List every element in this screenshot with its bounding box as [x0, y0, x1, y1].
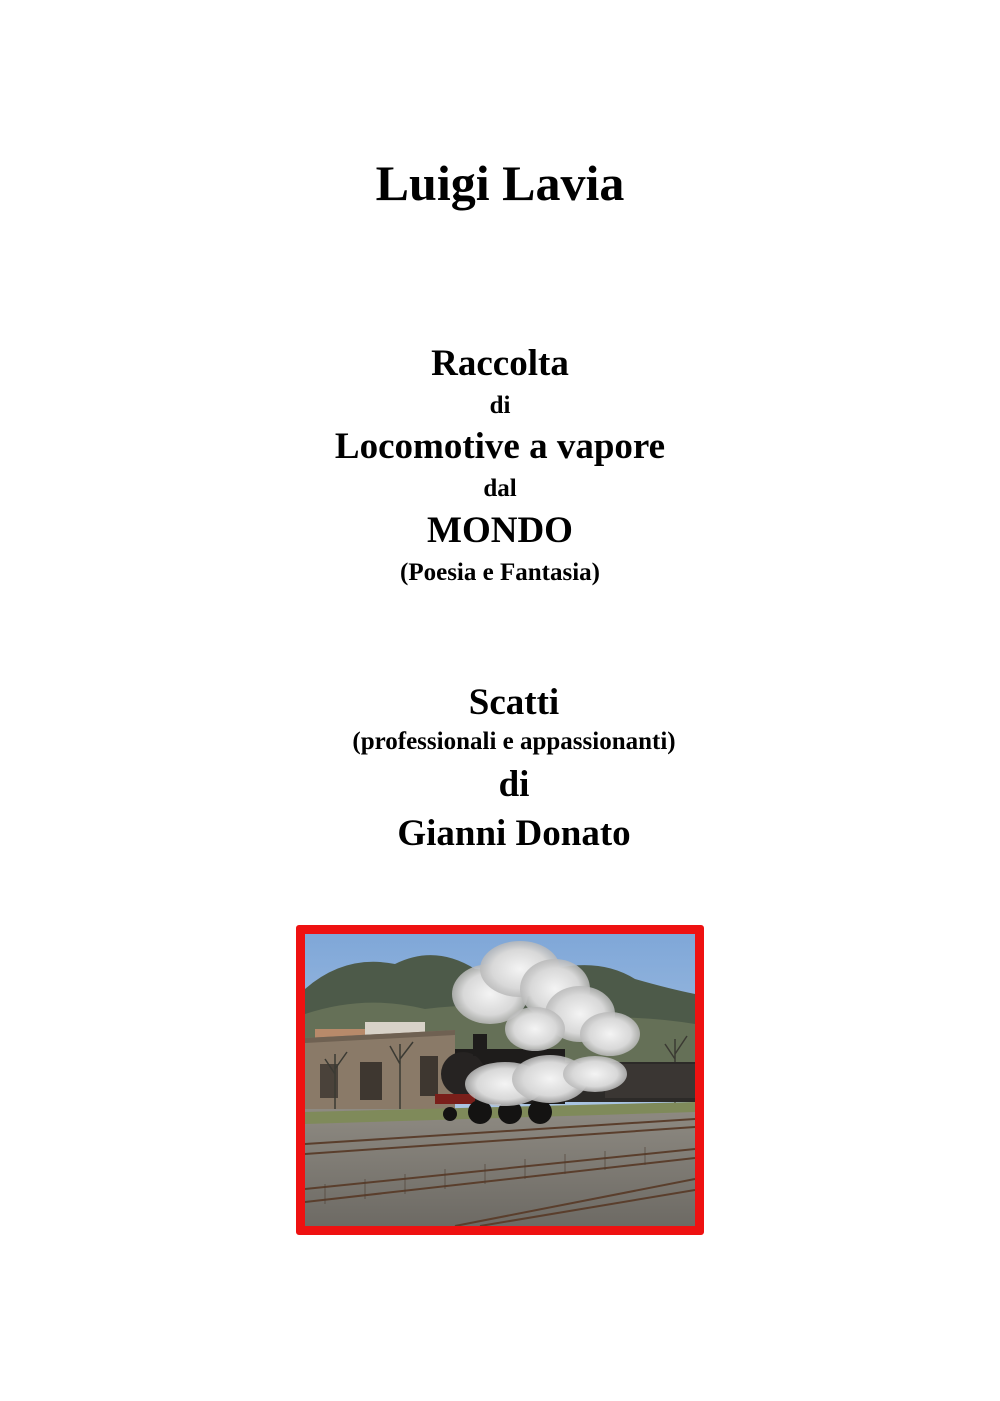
title-line-raccolta: Raccolta — [431, 343, 569, 384]
title-line-mondo: MONDO — [427, 510, 573, 551]
credit-line-scatti: Scatti — [468, 682, 560, 723]
title-line-di: di — [489, 392, 511, 419]
title-line-dal: dal — [483, 475, 517, 502]
credit-line-description: (professionali e appassionanti) — [352, 728, 676, 755]
photographer-name: Gianni Donato — [397, 813, 631, 854]
credit-line-di: di — [498, 764, 530, 805]
author-name: Luigi Lavia — [375, 155, 625, 211]
steam-locomotive-photo — [305, 934, 695, 1226]
title-line-locomotive: Locomotive a vapore — [334, 426, 666, 467]
cover-photo — [296, 925, 704, 1235]
title-line-subtitle: (Poesia e Fantasia) — [400, 559, 600, 586]
